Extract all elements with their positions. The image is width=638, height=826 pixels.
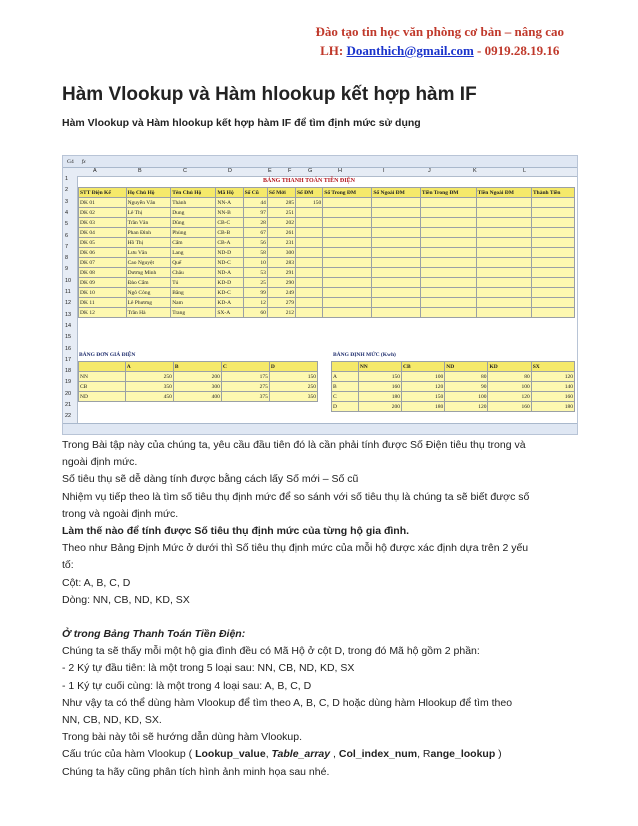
article-body [62,437,582,781]
table-cell[interactable]: 285 [267,198,295,208]
table-row [79,362,318,372]
column-letter[interactable]: C [183,168,187,174]
table-cell[interactable] [532,278,575,288]
table-cell[interactable]: Tiền Trong ĐM [420,188,476,198]
paragraph: Trong bài này tôi sẽ hướng dẫn dùng hàm Vlookup. [62,731,303,744]
table-cell[interactable] [323,308,372,318]
table-cell[interactable]: 25 [243,278,267,288]
table-cell[interactable]: Số Mới [267,188,295,198]
table-cell[interactable]: DK 09 [79,278,127,288]
table-cell[interactable]: 175 [221,372,269,382]
column-headers [63,168,577,177]
table-cell[interactable]: 100 [402,372,445,382]
table-row [79,208,575,218]
table-row [332,362,575,372]
table-cell[interactable]: 150 [296,198,323,208]
table-cell[interactable]: Nam [171,298,216,308]
table-row [79,392,318,402]
table-cell[interactable] [372,198,421,208]
table-cell[interactable]: 53 [243,268,267,278]
row-number[interactable]: 22 [65,413,72,420]
table-cell[interactable]: 261 [267,228,295,238]
row-number[interactable]: 3 [65,198,69,205]
table-cell[interactable]: 100 [445,392,488,402]
table-row [79,308,575,318]
fx-icon: fx [81,158,86,165]
table-cell[interactable]: 180 [402,402,445,412]
table-cell[interactable]: Phùng [171,228,216,238]
row-number[interactable]: 2 [65,187,69,194]
table-cell[interactable]: Tú [171,278,216,288]
table-cell[interactable] [323,288,372,298]
table-cell[interactable] [420,228,476,238]
paragraph-bold: Làm thế nào để tính được Số tiêu thụ định mức của từng hộ gia đình. [62,525,410,538]
table-cell[interactable]: DK 07 [79,258,127,268]
table-cell[interactable]: NN-B [216,208,243,218]
table-cell[interactable]: DK 10 [79,288,127,298]
table-cell[interactable] [323,298,372,308]
table-cell[interactable]: C [221,362,269,372]
table-cell[interactable] [332,362,359,372]
table-cell[interactable]: NN-A [216,198,243,208]
table-cell[interactable]: 160 [358,382,401,392]
table-cell[interactable] [296,288,323,298]
table-cell[interactable]: 283 [267,258,295,268]
table-cell[interactable]: 160 [488,402,531,412]
vlookup-syntax: Cấu trúc của hàm Vlookup ( Lookup_value, Table_array , Col_index_num, Range_lookup ) [62,748,502,761]
price-table-title: BẢNG ĐƠN GIÁ ĐIỆN [79,352,136,358]
table-cell[interactable]: 300 [267,248,295,258]
table-cell[interactable] [476,268,531,278]
table-cell[interactable]: Trang [171,308,216,318]
table-cell[interactable] [296,248,323,258]
row-number[interactable]: 9 [65,266,69,273]
table-cell[interactable]: KD-C [216,288,243,298]
table-cell[interactable] [323,278,372,288]
table-cell[interactable]: 120 [488,392,531,402]
table-cell[interactable]: B [173,362,221,372]
table-cell[interactable]: Lê Phương [126,298,171,308]
table-cell[interactable]: Quế [171,258,216,268]
table-cell[interactable]: 212 [267,308,295,318]
page-subtitle: Hàm Vlookup và Hàm hlookup kết hợp hàm IF để tìm định mức sử dụng [62,117,421,129]
table-cell[interactable] [372,288,421,298]
row-number[interactable]: 17 [65,356,72,363]
table-cell[interactable]: 375 [221,392,269,402]
table-cell[interactable] [532,218,575,228]
table-row [79,258,575,268]
cell-reference: G4 [67,158,74,165]
table-cell[interactable] [476,308,531,318]
table-row [79,218,575,228]
table-cell[interactable]: KD [488,362,531,372]
table-cell[interactable] [420,308,476,318]
table-cell[interactable]: Tên Chủ Hộ [171,188,216,198]
row-number[interactable]: 4 [65,209,69,216]
table-cell[interactable] [420,238,476,248]
row-numbers [63,176,78,434]
table-cell[interactable]: Mã Hộ [216,188,243,198]
table-cell[interactable]: 80 [445,372,488,382]
table-cell[interactable]: DK 06 [79,248,127,258]
table-cell[interactable]: DK 12 [79,308,127,318]
table-row [79,238,575,248]
table-cell[interactable]: Thành [171,198,216,208]
table-cell[interactable] [296,278,323,288]
table-cell[interactable] [372,218,421,228]
row-number[interactable]: 16 [65,345,72,352]
row-number[interactable]: 13 [65,311,72,318]
table-cell[interactable]: Trần Văn [126,218,171,228]
table-cell[interactable]: CB [402,362,445,372]
table-row [332,382,575,392]
table-cell[interactable] [420,208,476,218]
table-cell[interactable] [296,228,323,238]
sheet-tabs[interactable] [63,423,577,434]
table-row [79,228,575,238]
table-cell[interactable] [296,298,323,308]
table-cell[interactable]: DK 05 [79,238,127,248]
row-number[interactable]: 1 [65,176,69,182]
table-cell[interactable] [532,268,575,278]
table-cell[interactable] [323,238,372,248]
table-cell[interactable]: Châu [171,268,216,278]
table-cell[interactable] [323,228,372,238]
table-cell[interactable] [323,198,372,208]
table-cell[interactable] [420,218,476,228]
table-row [79,372,318,382]
table-cell[interactable] [372,248,421,258]
table-cell[interactable]: SX [531,362,574,372]
table-cell[interactable] [296,258,323,268]
table-cell[interactable] [532,248,575,258]
table-cell[interactable] [532,228,575,238]
table-cell[interactable]: Phan Đình [126,228,171,238]
price-table [78,361,318,402]
table-cell[interactable]: Cẩm [171,238,216,248]
table-cell[interactable]: 250 [125,372,173,382]
phone-text: - 0919.28.19.16 [473,43,560,58]
table-cell[interactable]: ND-A [216,268,243,278]
table-cell[interactable] [532,238,575,248]
table-cell[interactable] [420,278,476,288]
table-cell[interactable]: 300 [173,382,221,392]
table-cell[interactable] [372,268,421,278]
table-cell[interactable] [372,308,421,318]
table-cell[interactable]: Số Trong ĐM [323,188,372,198]
table-cell[interactable]: CB [79,382,126,392]
table-row [79,278,575,288]
row-number[interactable]: 20 [65,390,72,397]
table-cell[interactable]: 150 [402,392,445,402]
table-cell[interactable]: CB-A [216,238,243,248]
table-cell[interactable] [476,218,531,228]
table-cell[interactable]: 80 [488,372,531,382]
table-cell[interactable]: Số ĐM [296,188,323,198]
table-cell[interactable]: DK 02 [79,208,127,218]
table-cell[interactable] [372,298,421,308]
table-cell[interactable] [420,268,476,278]
table-cell[interactable]: Nguyễn Văn [126,198,171,208]
excel-screenshot [62,155,578,435]
table-cell[interactable]: D [332,402,359,412]
table-cell[interactable]: A [125,362,173,372]
table-cell[interactable]: 251 [267,208,295,218]
table-cell[interactable]: 12 [243,298,267,308]
table-row [79,298,575,308]
paragraph: Chúng ta sẽ thấy mỗi một hộ gia đình đều có Mã Hộ ở cột D, trong đó Mã hộ gồm 2 phần: [62,645,480,658]
paragraph: Chúng ta hãy cũng phân tích hình ảnh minh họa sau nhé. [62,765,330,778]
table-cell[interactable] [372,278,421,288]
paragraph: - 1 Ký tự cuối cùng: là một trong 4 loại sau: A, B, C, D [62,679,312,692]
row-number[interactable]: 8 [65,255,69,262]
table-cell[interactable] [532,208,575,218]
table-cell[interactable]: 350 [269,392,317,402]
table-cell[interactable] [372,258,421,268]
row-number[interactable]: 10 [65,277,72,284]
header-line2 [316,41,564,60]
table-cell[interactable] [323,248,372,258]
table-cell[interactable] [420,288,476,298]
table-cell[interactable] [296,308,323,318]
table-cell[interactable]: Số Cũ [243,188,267,198]
paragraph: - 2 Ký tự đầu tiên: là một trong 5 loại sau: NN, CB, ND, KD, SX [62,662,355,675]
section-heading: Ở trong Bảng Thanh Toán Tiền Điện: [62,628,246,641]
table-cell[interactable]: 290 [267,278,295,288]
table-cell[interactable]: 231 [267,238,295,248]
table-cell[interactable]: 100 [488,382,531,392]
table-cell[interactable]: 350 [125,382,173,392]
bill-table [78,187,575,318]
table-cell[interactable] [372,208,421,218]
table-cell[interactable]: 150 [269,372,317,382]
table-cell[interactable]: NN [79,372,126,382]
table-cell[interactable]: 120 [445,402,488,412]
row-number[interactable]: 6 [65,232,69,239]
table-cell[interactable] [323,268,372,278]
table-cell[interactable]: Bằng [171,288,216,298]
header-line1: Đào tạo tin học văn phòng cơ bản – nâng cao [315,24,564,39]
column-letter[interactable]: J [428,168,431,174]
table-cell[interactable]: Đào Cẩm [126,278,171,288]
table-cell[interactable] [532,308,575,318]
table-cell[interactable]: 250 [269,382,317,392]
table-cell[interactable]: SX-A [216,308,243,318]
table-cell[interactable] [532,298,575,308]
row-number[interactable]: 15 [65,334,72,341]
training-header [316,22,564,60]
paragraph: Cột: A, B, C, D [62,576,131,589]
table-cell[interactable] [323,218,372,228]
table-cell[interactable]: Ngô Công [126,288,171,298]
table-cell[interactable]: 160 [531,392,574,402]
table-cell[interactable]: 150 [358,372,401,382]
table-cell[interactable]: Hồ Thị [126,238,171,248]
table-cell[interactable]: Cao Nguyệt [126,258,171,268]
table-cell[interactable] [532,198,575,208]
row-number[interactable]: 12 [65,300,72,307]
table-cell[interactable]: 249 [267,288,295,298]
table-cell[interactable]: 200 [358,402,401,412]
table-cell[interactable]: Tiền Ngoài ĐM [476,188,531,198]
table-cell[interactable] [323,208,372,218]
norm-table-title: BẢNG ĐỊNH MỨC (Kwh) [333,352,396,358]
table-row [79,288,575,298]
table-cell[interactable]: 10 [243,258,267,268]
table-cell[interactable]: D [269,362,317,372]
row-number[interactable]: 14 [65,322,72,329]
table-cell[interactable] [296,238,323,248]
table-cell[interactable] [476,258,531,268]
table-cell[interactable]: Số Ngoài ĐM [372,188,421,198]
row-number[interactable]: 11 [65,289,71,295]
table-cell[interactable]: 180 [531,402,574,412]
column-letter[interactable]: E [268,168,272,174]
column-letter[interactable]: G [308,168,313,174]
table-cell[interactable]: CB-B [216,228,243,238]
table-row [79,268,575,278]
table-cell[interactable]: NN [358,362,401,372]
table-cell[interactable] [476,238,531,248]
table-cell[interactable]: 28 [243,218,267,228]
table-cell[interactable]: 180 [358,392,401,402]
norm-table [331,361,575,412]
row-number[interactable]: 5 [65,221,69,228]
table-row [79,382,318,392]
table-cell[interactable] [79,362,126,372]
table-row [332,402,575,412]
table-cell[interactable] [296,218,323,228]
table-cell[interactable]: Lê Thị [126,208,171,218]
column-letter[interactable]: H [338,168,342,174]
table-cell[interactable]: Lang [171,248,216,258]
table-cell[interactable] [420,298,476,308]
table-cell[interactable]: 99 [243,288,267,298]
table-cell[interactable] [420,258,476,268]
column-letter[interactable]: K [473,168,477,174]
table-cell[interactable]: 120 [402,382,445,392]
table-cell[interactable] [296,268,323,278]
column-letter[interactable]: B [138,168,142,174]
row-number[interactable]: 18 [65,368,72,375]
bill-title: BẢNG THANH TOÁN TIỀN ĐIỆN [263,178,355,184]
table-cell[interactable]: DK 03 [79,218,127,228]
table-cell[interactable] [476,298,531,308]
table-cell[interactable]: 200 [173,372,221,382]
table-cell[interactable]: ND [445,362,488,372]
table-cell[interactable] [476,288,531,298]
column-letter[interactable]: L [523,168,527,174]
table-row [79,248,575,258]
email-link[interactable]: Doanthich@gmail.com [346,43,474,58]
table-cell[interactable] [476,248,531,258]
table-cell[interactable] [420,248,476,258]
table-cell[interactable] [476,198,531,208]
table-cell[interactable]: 202 [267,218,295,228]
table-cell[interactable] [476,228,531,238]
table-cell[interactable] [372,228,421,238]
table-cell[interactable]: Thành Tiền [532,188,575,198]
table-cell[interactable]: Trần Hà [126,308,171,318]
row-number[interactable]: 21 [65,402,72,408]
table-cell[interactable]: 67 [243,228,267,238]
table-cell[interactable]: CB-C [216,218,243,228]
table-row [79,188,575,198]
table-cell[interactable]: Họ Chủ Hộ [126,188,171,198]
table-cell[interactable]: Lưu Văn [126,248,171,258]
table-cell[interactable]: 450 [125,392,173,402]
table-cell[interactable]: C [332,392,359,402]
table-cell[interactable] [420,198,476,208]
table-cell[interactable] [532,258,575,268]
table-cell[interactable]: Dũng [171,218,216,228]
table-cell[interactable]: 60 [243,308,267,318]
table-cell[interactable]: KD-A [216,298,243,308]
table-cell[interactable]: ND [79,392,126,402]
paragraph: Như vậy ta có thể dùng hàm Vlookup để tìm theo A, B, C, D hoặc dùng hàm Hlookup để tìm theo NN, CB, ND, KD, SX. [62,696,513,727]
column-letter[interactable]: F [288,168,292,174]
table-cell[interactable]: DK 11 [79,298,127,308]
table-cell[interactable]: 400 [173,392,221,402]
paragraph: Nhiệm vụ tiếp theo là tìm số tiêu thụ định mức để so sánh với số tiêu thụ là chúng ta sẽ biết được số trong và ngoài định mức. [62,490,530,520]
table-cell[interactable]: 291 [267,268,295,278]
table-cell[interactable]: 279 [267,298,295,308]
table-cell[interactable] [532,288,575,298]
paragraph: Trong Bài tập này của chúng ta, yêu cầu đầu tiên đó là cần phải tính được Số Điện tiêu thụ trong và ngoài định mức. [62,439,526,469]
table-cell[interactable] [476,278,531,288]
table-cell[interactable]: 97 [243,208,267,218]
table-cell[interactable]: ND-C [216,258,243,268]
table-cell[interactable]: 275 [221,382,269,392]
lh-label: LH: [320,43,347,58]
row-number[interactable]: 19 [65,379,72,386]
formula-bar [63,156,577,168]
table-cell[interactable] [372,238,421,248]
table-row [332,392,575,402]
table-cell[interactable]: STT Điện Kế [79,188,127,198]
table-cell[interactable] [476,208,531,218]
table-cell[interactable]: 44 [243,198,267,208]
table-cell[interactable]: A [332,372,359,382]
column-letter[interactable]: D [228,168,232,174]
page-title: Hàm Vlookup và Hàm hlookup kết hợp hàm IF [62,84,477,105]
table-cell[interactable]: DK 01 [79,198,127,208]
column-letter[interactable]: I [383,168,385,174]
table-cell[interactable]: 90 [445,382,488,392]
row-number[interactable]: 7 [65,243,69,250]
table-cell[interactable] [296,208,323,218]
table-cell[interactable]: 58 [243,248,267,258]
paragraph: Số tiêu thụ sẽ dễ dàng tính được bằng cách lấy Số mới – Số cũ [62,473,359,486]
table-cell[interactable]: KD-D [216,278,243,288]
paragraph: Theo như Bảng Định Mức ở dưới thì Số tiêu thụ định mức của mỗi hộ được xác định dựa trên 2 yếu tố: [62,542,529,572]
column-letter[interactable]: A [93,168,97,174]
table-cell[interactable]: ND-D [216,248,243,258]
table-cell[interactable] [323,258,372,268]
table-row [79,198,575,208]
paragraph: Dòng: NN, CB, ND, KD, SX [62,593,190,606]
table-cell[interactable]: 56 [243,238,267,248]
table-cell[interactable]: B [332,382,359,392]
table-row [332,372,575,382]
table-cell[interactable]: 140 [531,382,574,392]
table-cell[interactable]: DK 08 [79,268,127,278]
table-cell[interactable]: Dương Minh [126,268,171,278]
table-cell[interactable]: 120 [531,372,574,382]
table-cell[interactable]: Dung [171,208,216,218]
table-cell[interactable]: DK 04 [79,228,127,238]
